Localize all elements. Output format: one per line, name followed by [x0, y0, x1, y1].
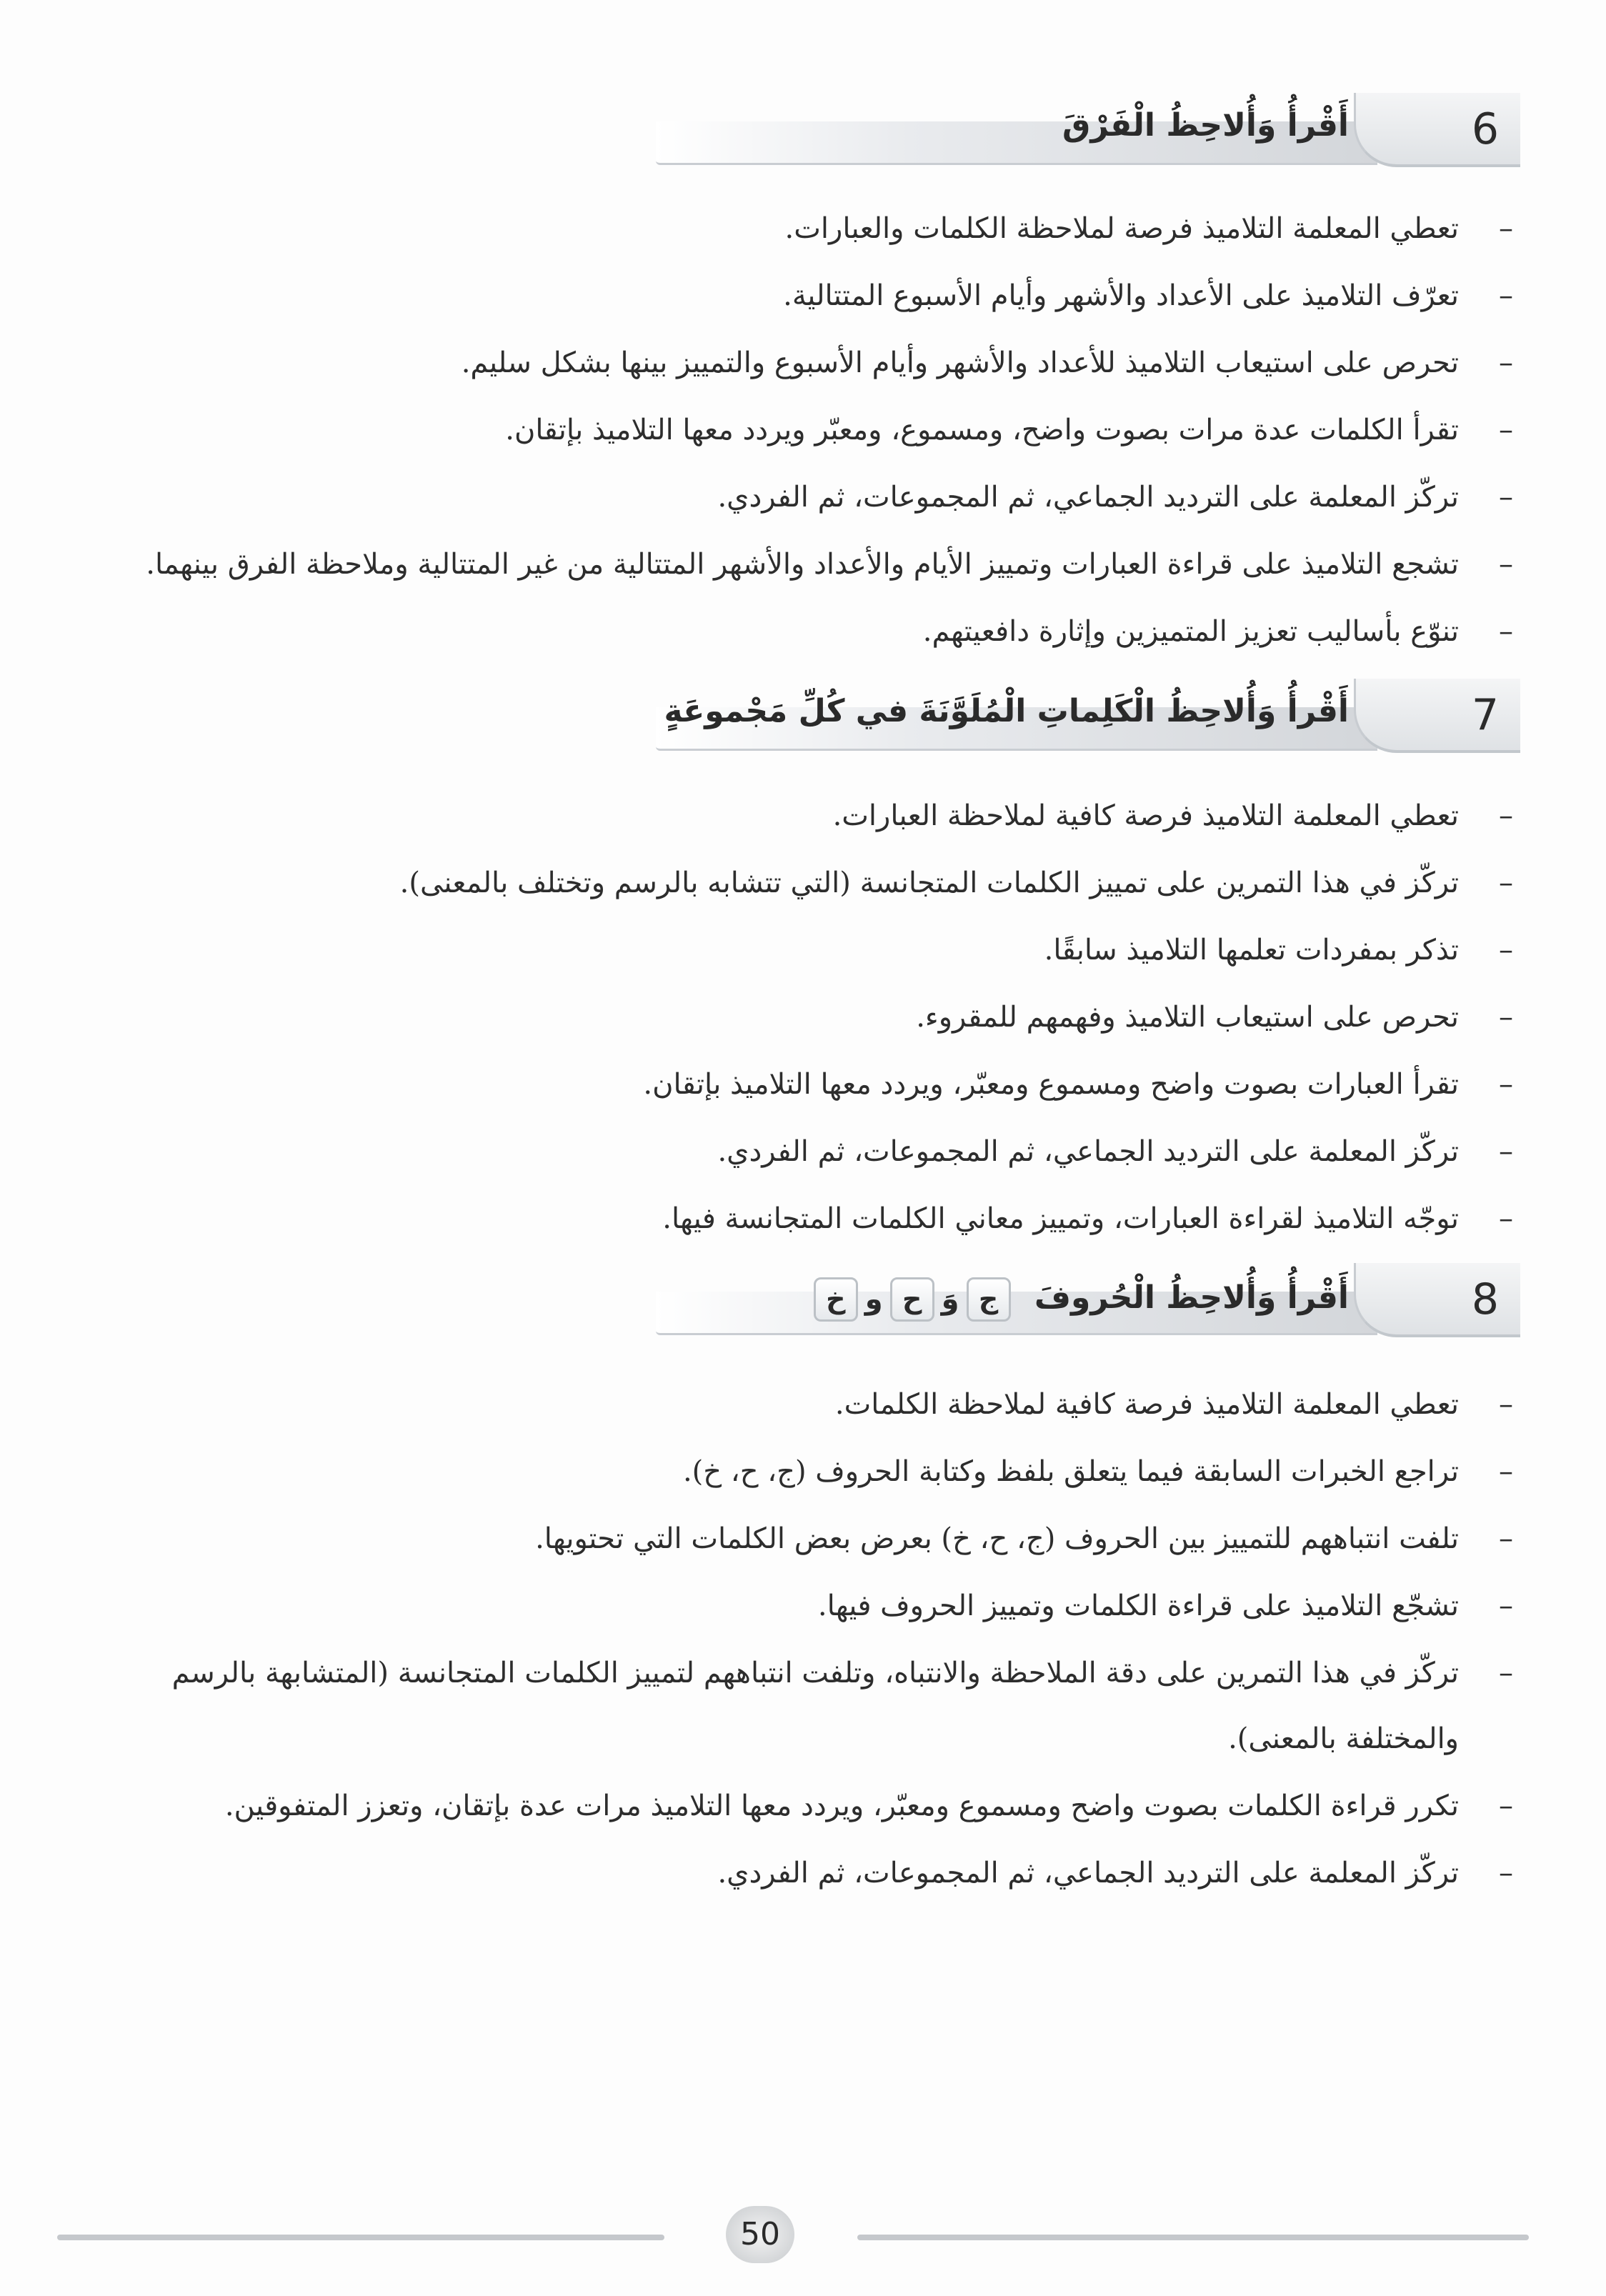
page-number: 50 [726, 2206, 794, 2263]
bullet-text: تركّز المعلمة على الترديد الجماعي، ثم المجموعات، ثم الفردي. [717, 1135, 1459, 1168]
conjunction: وَ [941, 1283, 959, 1316]
bullet-dash: – [1499, 1202, 1513, 1235]
list-item [70, 413, 1520, 447]
bullet-text: تعطي المعلمة التلاميذ فرصة كافية لملاحظة العبارات. [832, 799, 1459, 832]
bullet-text: تشجّع التلاميذ على قراءة الكلمات وتمييز الحروف فيها. [817, 1589, 1459, 1622]
bullet-text: تقرأ العبارات بصوت واضح ومسموع ومعبّر، ويردد معها التلاميذ بإتقان. [643, 1068, 1459, 1101]
section-8-header [656, 1263, 1520, 1342]
list-item [70, 1856, 1520, 1890]
bullet-text: تعطي المعلمة التلاميذ فرصة لملاحظة الكلمات والعبارات. [784, 212, 1459, 245]
bullet-text: تعرّف التلاميذ على الأعداد والأشهر وأيام الأسبوع المتتالية. [783, 279, 1459, 312]
list-item [70, 1454, 1520, 1489]
section-title [814, 1277, 1349, 1322]
section-number: 8 [1471, 1274, 1499, 1324]
section-number-tab [1354, 1263, 1520, 1337]
section-number-tab [1354, 93, 1520, 167]
bullet-dash: – [1499, 346, 1513, 379]
section-8-bullets [70, 1387, 1520, 1923]
section-7-bullets [70, 799, 1520, 1269]
letter-box-jeem: ج [967, 1277, 1011, 1322]
bullet-dash: – [1499, 1790, 1513, 1822]
bullet-dash: – [1499, 615, 1513, 648]
list-item [70, 1387, 1520, 1422]
bullet-dash: – [1499, 1135, 1513, 1168]
bullet-dash: – [1499, 1068, 1513, 1101]
list-item [70, 1789, 1520, 1823]
bullet-dash: – [1499, 799, 1513, 832]
section-title: أَقْرأُ وَأُلاحِظُ الْكَلِماتِ الْمُلَوَّنَةَ في كُلِّ مَجْموعَةٍ [664, 693, 1349, 729]
bullet-text: تراجع الخبرات السابقة فيما يتعلق بلفظ وكتابة الحروف (ج، ح، خ). [682, 1455, 1459, 1488]
bullet-dash: – [1499, 1657, 1513, 1689]
bullet-dash: – [1499, 1589, 1513, 1622]
letter-box-haa: ح [890, 1277, 934, 1322]
bullet-text: تشجع التلاميذ على قراءة العبارات وتمييز الأيام والأعداد والأشهر المتتالية من غير المتتالية وملاحظة الفرق بينهما. [146, 548, 1459, 581]
bullet-text: تعطي المعلمة التلاميذ فرصة كافية لملاحظة الكلمات. [834, 1388, 1459, 1421]
section-7-header [656, 679, 1520, 757]
bullet-dash: – [1499, 279, 1513, 312]
bullet-text: تحرص على استيعاب التلاميذ وفهمهم للمقروء. [916, 1001, 1459, 1034]
section-number-tab [1354, 679, 1520, 753]
list-item [70, 211, 1520, 246]
bullet-dash: – [1499, 1001, 1513, 1034]
list-item [70, 1522, 1520, 1556]
list-item [70, 480, 1520, 514]
section-title-text: أَقْرأُ وَأُلاحِظُ الْحُروفَ [1034, 1279, 1349, 1316]
list-item [70, 933, 1520, 967]
bullet-text: تكرر قراءة الكلمات بصوت واضح ومسموع ومعبّر، ويردد معها التلاميذ مرات عدة بإتقان، وتعزز المتفوقين. [224, 1790, 1459, 1822]
section-number: 7 [1471, 690, 1499, 740]
bullet-dash: – [1499, 867, 1513, 899]
conjunction: و [864, 1283, 883, 1316]
bullet-text: تنوّع بأساليب تعزيز المتميزين وإثارة دافعيتهم. [922, 615, 1459, 648]
section-number: 6 [1471, 104, 1499, 154]
bullet-text: تذكر بمفردات تعلمها التلاميذ سابقًا. [1044, 934, 1459, 967]
footer-rule-left [57, 2235, 664, 2240]
list-item [70, 866, 1520, 900]
list-item [70, 1134, 1520, 1169]
bullet-text: تركّز في هذا التمرين على دقة الملاحظة والانتباه، وتلفت انتباههم لتمييز الكلمات المتجانسة (المتشابهة بالرسم والمختلفة بالمعنى). [171, 1657, 1459, 1755]
bullet-text: تقرأ الكلمات عدة مرات بصوت واضح، ومسموع، ومعبّر ويردد معها التلاميذ بإتقان. [505, 414, 1459, 446]
list-item [70, 279, 1520, 313]
bullet-dash: – [1499, 934, 1513, 967]
list-item [70, 1000, 1520, 1034]
footer-rule-right [857, 2235, 1529, 2240]
bullet-text: تلفت انتباههم للتمييز بين الحروف (ج، ح، خ) بعرض بعض الكلمات التي تحتويها. [535, 1522, 1459, 1555]
list-item [70, 614, 1520, 649]
list-item [70, 1640, 1520, 1772]
list-item [70, 799, 1520, 833]
bullet-dash: – [1499, 414, 1513, 446]
list-item [70, 1589, 1520, 1623]
bullet-dash: – [1499, 212, 1513, 245]
list-item [70, 1067, 1520, 1102]
bullet-text: تركّز المعلمة على الترديد الجماعي، ثم المجموعات، ثم الفردي. [717, 1857, 1459, 1890]
section-6-bullets [70, 211, 1520, 682]
bullet-text: تركّز المعلمة على الترديد الجماعي، ثم المجموعات، ثم الفردي. [717, 481, 1459, 514]
bullet-dash: – [1499, 1522, 1513, 1555]
list-item [70, 346, 1520, 380]
letter-box-khaa: خ [814, 1277, 858, 1322]
bullet-text: توجّه التلاميذ لقراءة العبارات، وتمييز معاني الكلمات المتجانسة فيها. [662, 1202, 1459, 1235]
bullet-text: تحرص على استيعاب التلاميذ للأعداد والأشهر وأيام الأسبوع والتمييز بينها بشكل سليم. [461, 346, 1459, 379]
list-item [70, 547, 1520, 582]
bullet-dash: – [1499, 548, 1513, 581]
list-item [70, 1202, 1520, 1236]
letter-boxes [814, 1277, 1011, 1322]
bullet-dash: – [1499, 1388, 1513, 1421]
bullet-dash: – [1499, 1455, 1513, 1488]
bullet-dash: – [1499, 481, 1513, 514]
section-title: أَقْرأُ وَأُلاحِظُ الْفَرْقَ [1062, 107, 1349, 144]
section-6-header [656, 93, 1520, 171]
bullet-dash: – [1499, 1857, 1513, 1890]
bullet-text: تركّز في هذا التمرين على تمييز الكلمات المتجانسة (التي تتشابه بالرسم وتختلف بالمعنى). [399, 867, 1459, 899]
